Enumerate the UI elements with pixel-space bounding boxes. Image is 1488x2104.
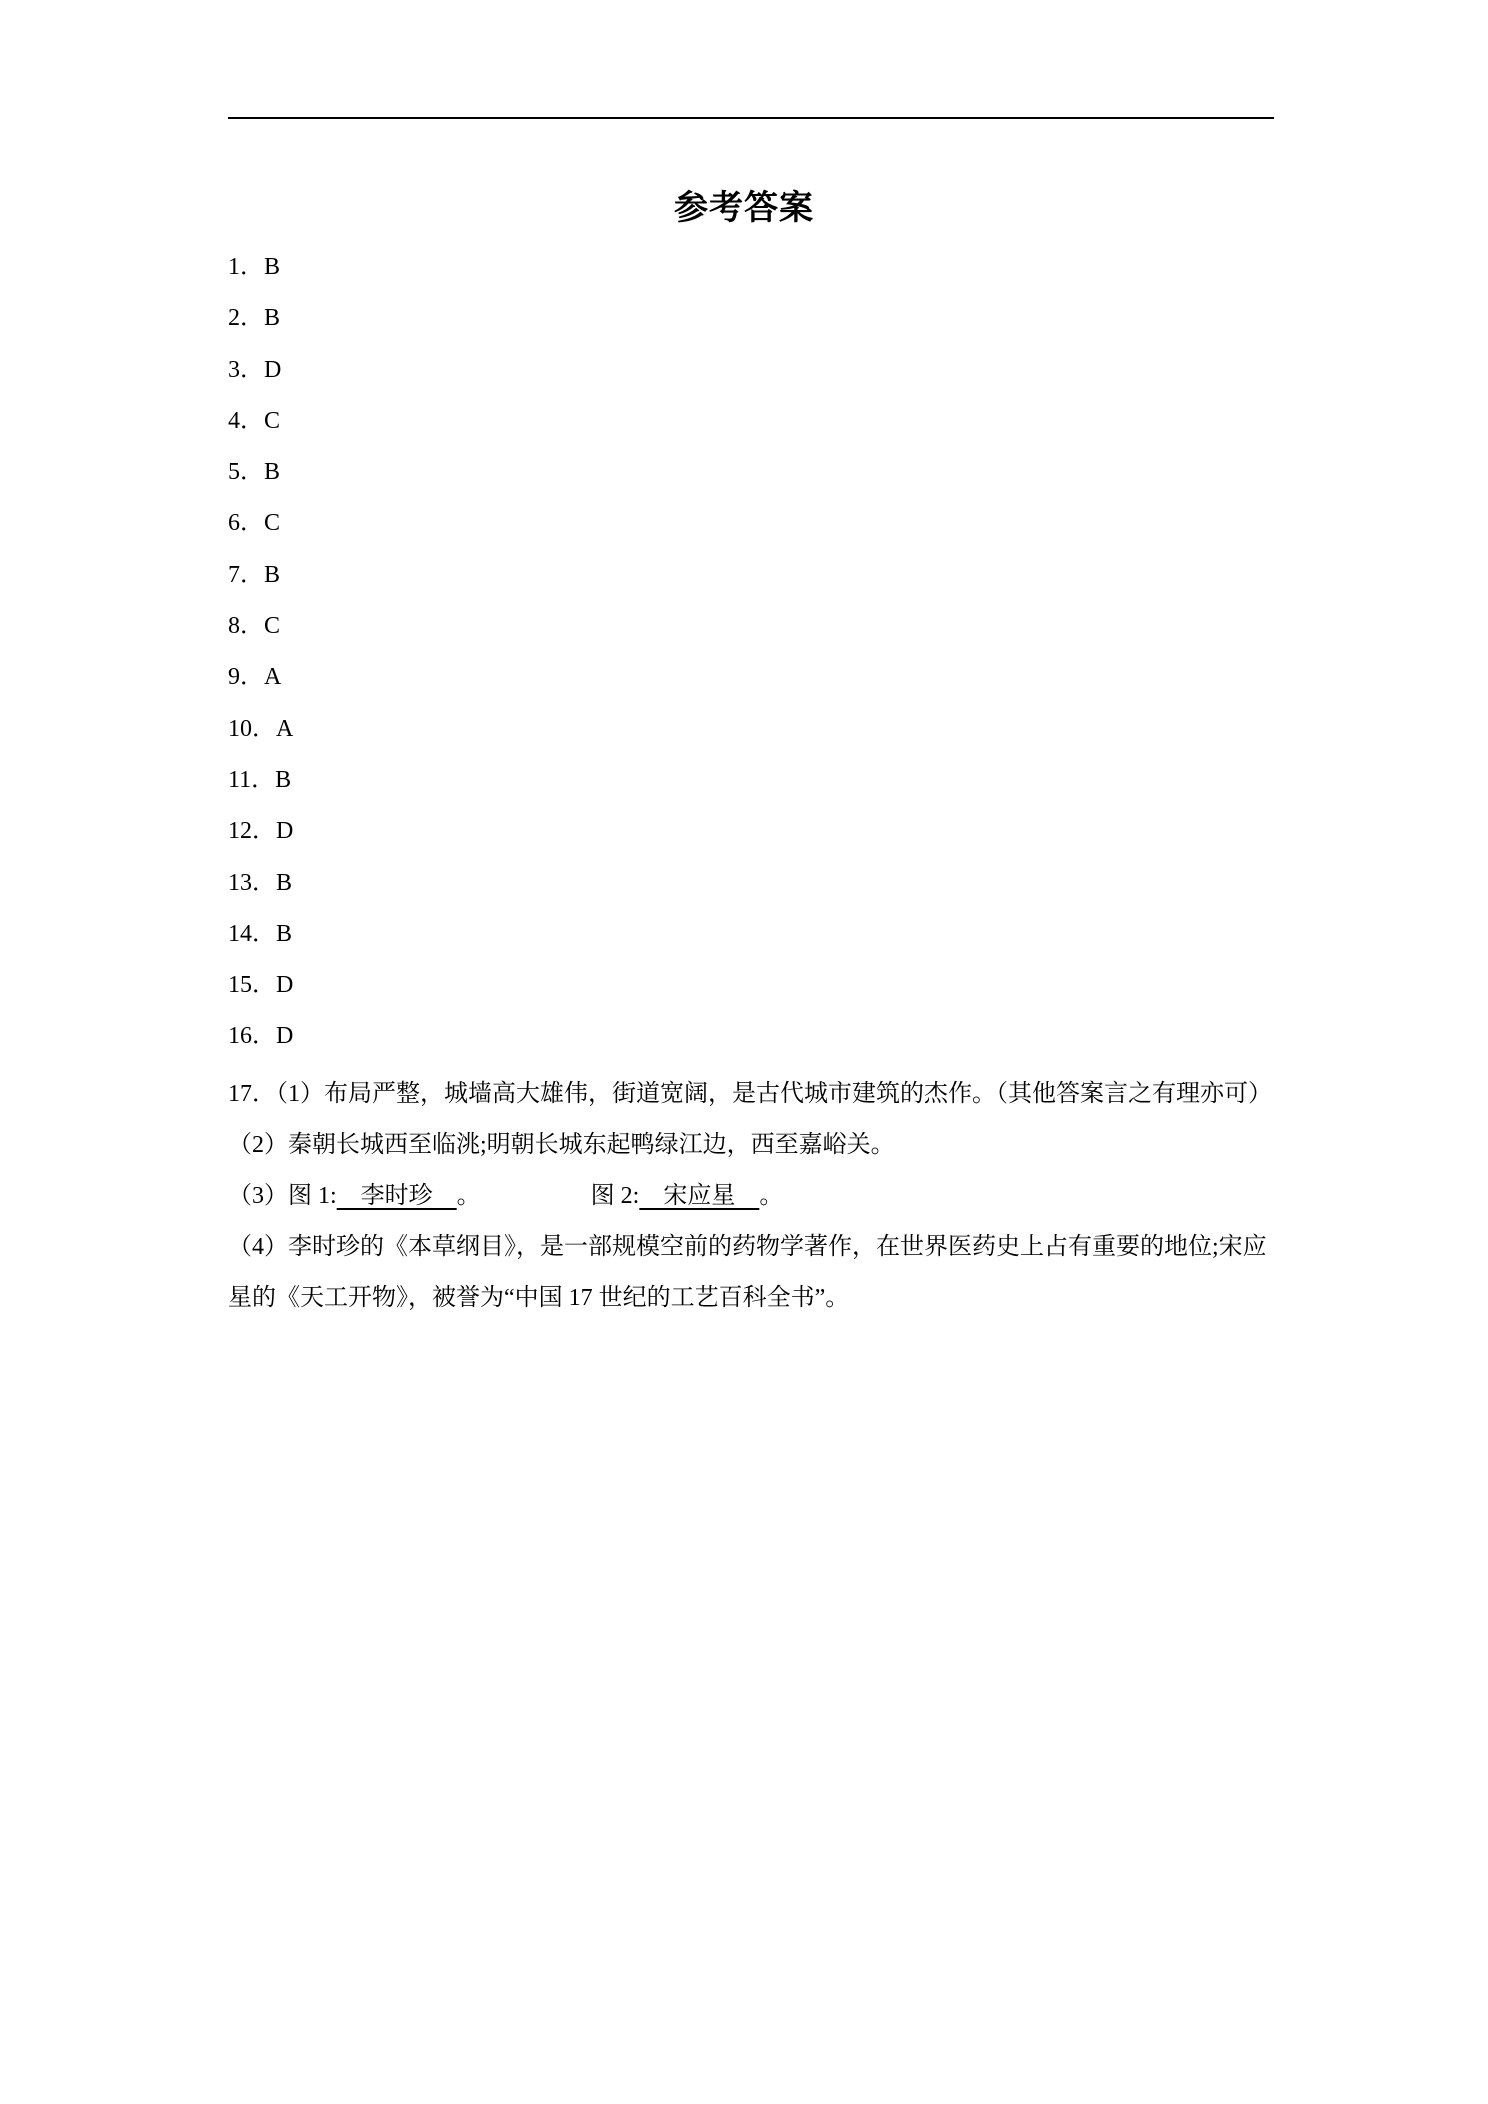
answer-item: 2．B <box>228 305 281 332</box>
answer-item: 13．B <box>228 869 293 896</box>
answer-item: 5．B <box>228 459 281 486</box>
q17-part3: （3）图 1: 李时珍 。 图 2: 宋应星 。 <box>228 1182 784 1209</box>
answer-item: 16．D <box>228 1023 294 1050</box>
page-title: 参考答案 <box>674 188 814 228</box>
answer-item: 3．D <box>228 356 282 383</box>
answer-item: 7．B <box>228 561 281 588</box>
q17-part1: 17．（1）布局严整，城墙高大雄伟，街道宽阔，是古代城市建筑的杰作。（其他答案言之有理亦可） <box>228 1080 1272 1107</box>
answer-item: 12．D <box>228 818 294 845</box>
answer-blank-1: 李时珍 <box>336 1182 457 1209</box>
answer-item: 9．A <box>228 664 282 691</box>
answer-item: 14．B <box>228 920 293 947</box>
answer-item: 11．B <box>228 766 292 793</box>
answer-item: 1．B <box>228 254 281 280</box>
answer-item: 4．C <box>228 407 281 434</box>
answer-item: 15．D <box>228 972 294 999</box>
answer-blank-2: 宋应星 <box>639 1182 760 1209</box>
answer-list <box>228 248 1274 1324</box>
answer-item: 6．C <box>228 510 281 537</box>
header-rule <box>228 117 1274 119</box>
answer-item: 10．A <box>228 715 294 742</box>
q17-part4: （4）李时珍的《本草纲目》，是一部规模空前的药物学著作，在世界医药史上占有重要的地位;宋应星的《天工开物》，被誉为“中国 17 世纪的工艺百科全书”。 <box>228 1233 1267 1311</box>
answer-item: 8．C <box>228 613 281 640</box>
q17-part2: （2）秦朝长城西至临洮;明朝长城东起鸭绿江边，西至嘉峪关。 <box>228 1131 895 1158</box>
